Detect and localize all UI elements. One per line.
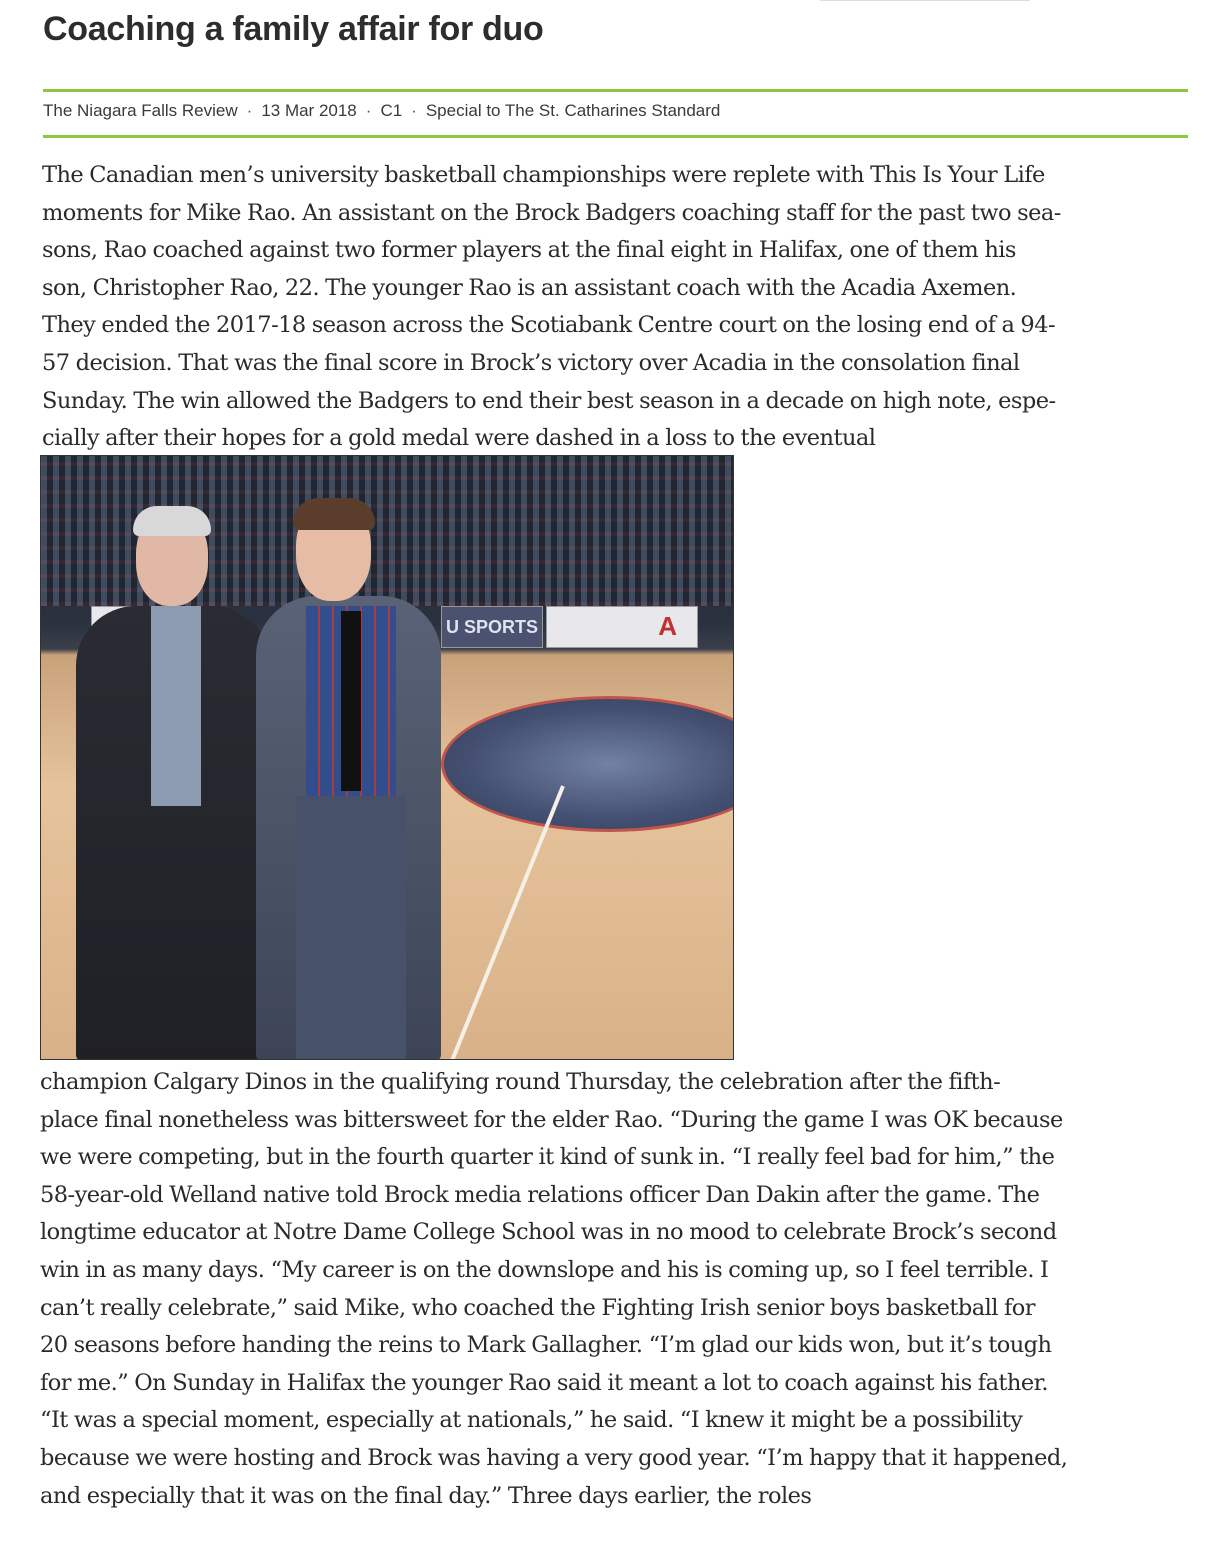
text-line: we were competing, but in the fourth quarter it kind of sunk in. “I really feel bad for him,” the: [40, 1144, 1055, 1171]
text-line: “It was a special moment, especially at nationals,” he said. “I knew it might be a possibility: [40, 1407, 1023, 1434]
text-line: 58-year-old Welland native told Brock media relations officer Dan Dakin after the game. The: [40, 1181, 1040, 1208]
headline: Coaching a family affair for duo: [43, 10, 544, 48]
text-line: for me.” On Sunday in Halifax the younger Rao said it meant a lot to coach against his father.: [40, 1369, 1048, 1396]
page-number: C1: [380, 101, 403, 120]
younger-man-tie: [341, 611, 361, 791]
article-body-part-1: [42, 157, 1061, 458]
top-divider: [43, 89, 1188, 92]
byline-separator: ·: [246, 101, 253, 120]
younger-man-trousers: [296, 796, 406, 1060]
courtside-banner: [546, 606, 698, 648]
publication-date: 13 Mar 2018: [261, 101, 357, 120]
text-line: can’t really celebrate,” said Mike, who coached the Fighting Irish senior boys basketball for: [40, 1294, 1036, 1321]
text-line: longtime educator at Notre Dame College School was in no mood to celebrate Brock’s second: [40, 1219, 1057, 1246]
text-line: moments for Mike Rao. An assistant on the Brock Badgers coaching staff for the past two sea-: [42, 199, 1061, 226]
text-line: Sunday. The win allowed the Badgers to end their best season in a decade on high note, espe-: [42, 387, 1056, 414]
usports-banner: U SPORTS: [441, 606, 543, 648]
younger-man-hair: [293, 498, 375, 530]
article-body-part-2: [40, 1064, 1067, 1515]
older-man-shirt: [151, 606, 201, 806]
bottom-divider: [43, 135, 1188, 138]
center-court-logo: [441, 696, 734, 832]
author-credit: Special to The St. Catharines Standard: [425, 101, 721, 120]
cropped-header-fragment: [820, 0, 1030, 4]
acadia-letter: A: [658, 611, 677, 641]
text-line: 57 decision. That was the final score in Brock’s victory over Acadia in the consolation final: [42, 349, 1020, 376]
text-line: cially after their hopes for a gold medal were dashed in a loss to the eventual: [42, 425, 876, 452]
publication-name: The Niagara Falls Review: [43, 101, 238, 120]
text-line: They ended the 2017-18 season across the Scotiabank Centre court on the losing end of a 94-: [42, 312, 1056, 339]
article-photo: [40, 455, 734, 1060]
byline-separator: ·: [411, 101, 417, 120]
text-line: and especially that it was on the final day.” Three days earlier, the roles: [40, 1482, 812, 1509]
court-line: [449, 785, 565, 1060]
older-man-hair: [133, 506, 211, 536]
text-line: champion Calgary Dinos in the qualifying round Thursday, the celebration after the fifth-: [40, 1069, 1001, 1095]
text-line: win in as many days. “My career is on the downslope and his is coming up, so I feel terrible. I: [40, 1256, 1049, 1283]
byline: [43, 101, 720, 121]
text-line: The Canadian men’s university basketball championships were replete with This Is Your Life: [42, 162, 1045, 188]
text-line: son, Christopher Rao, 22. The younger Rao is an assistant coach with the Acadia Axemen.: [42, 274, 1017, 301]
text-line: 20 seasons before handing the reins to Mark Gallagher. “I’m glad our kids won, but it’s tough: [40, 1332, 1052, 1359]
text-line: place final nonetheless was bittersweet for the elder Rao. “During the game I was OK because: [40, 1106, 1063, 1133]
byline-separator: ·: [365, 101, 372, 120]
text-line: because we were hosting and Brock was having a very good year. “I’m happy that it happened,: [40, 1444, 1068, 1471]
text-line: sons, Rao coached against two former players at the final eight in Halifax, one of them his: [42, 237, 1016, 264]
